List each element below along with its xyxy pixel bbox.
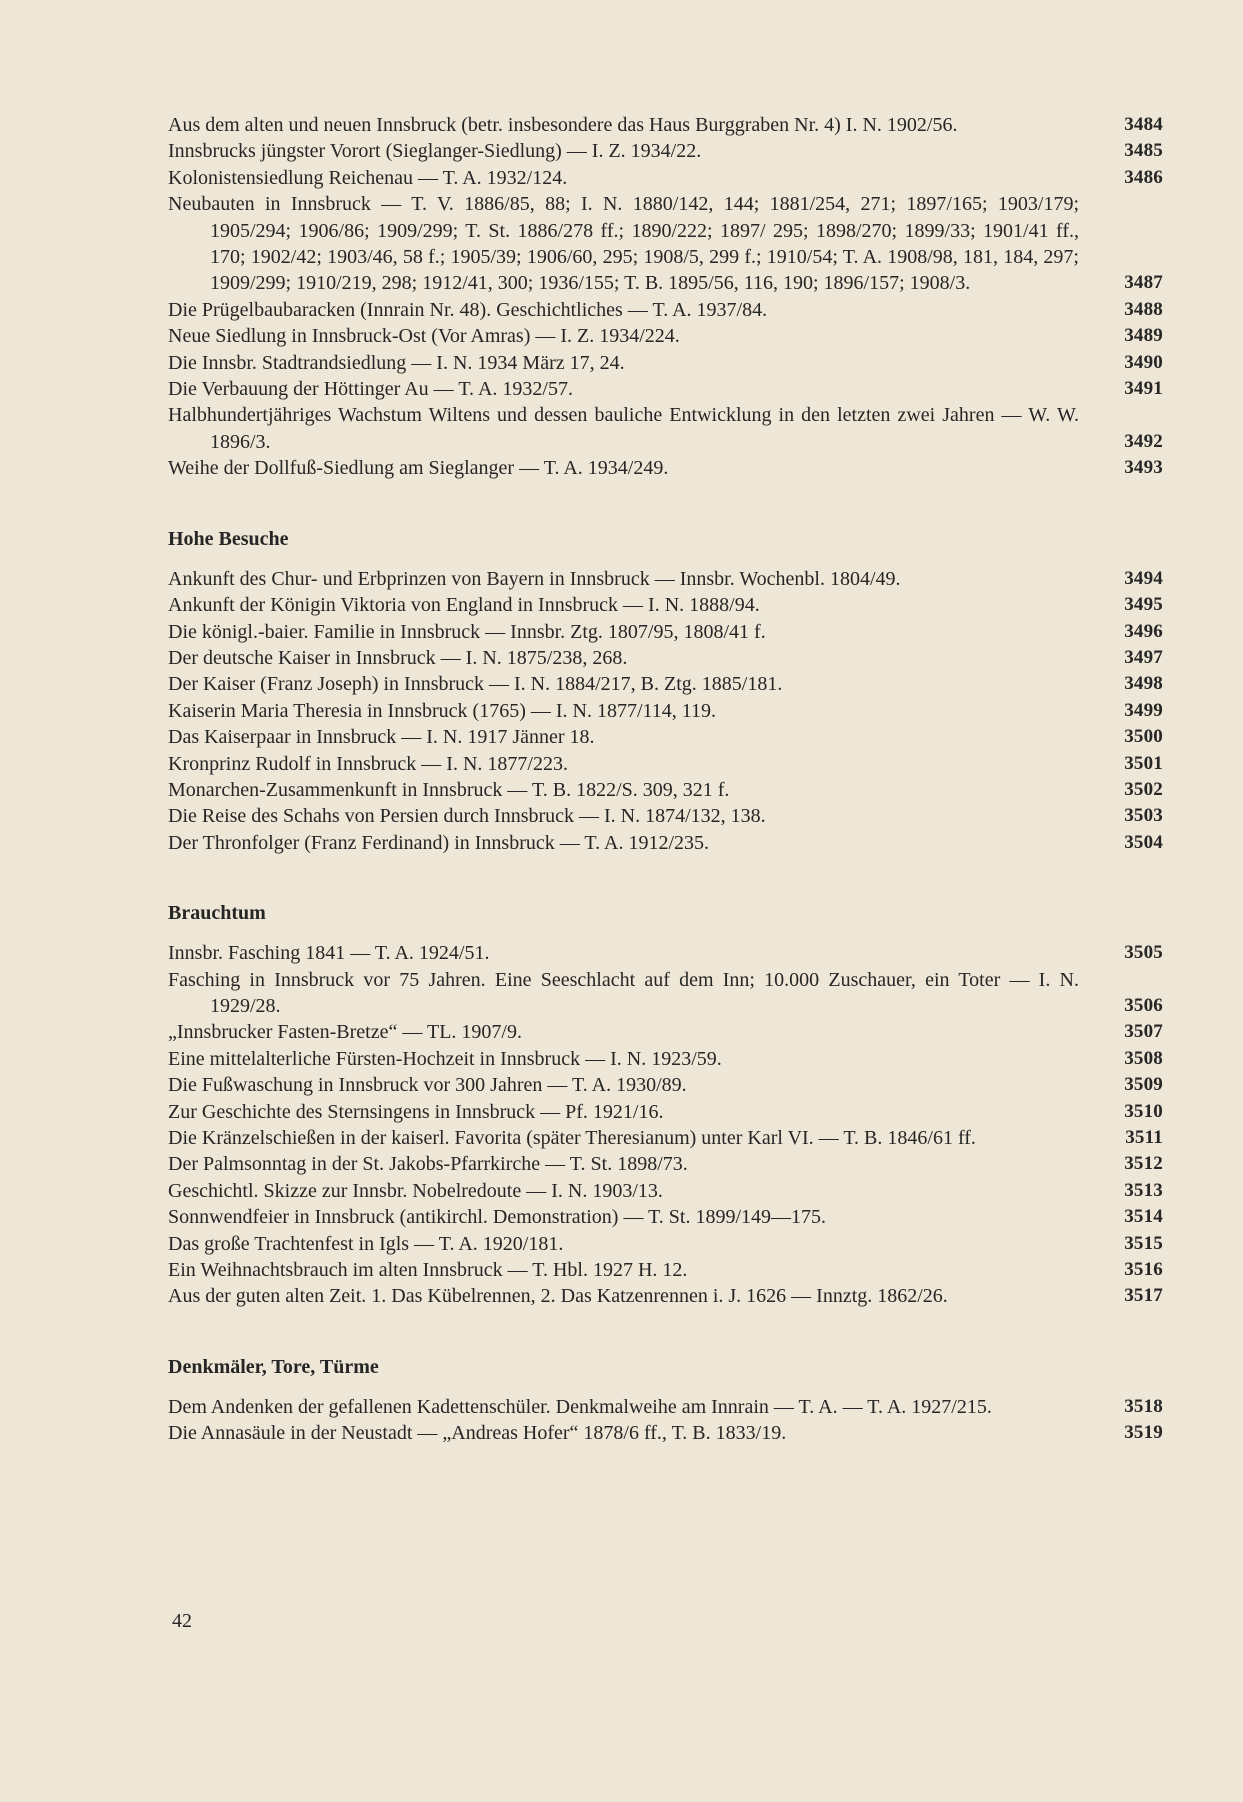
entry [168,1394,1163,1420]
entry-number: 3485 [1124,140,1163,162]
entry-number: 3511 [1125,1127,1163,1148]
entry-number: 3496 [1124,620,1163,642]
section-heading: Denkmäler, Tore, Türme [168,1355,379,1378]
entry-text: Die Innsbr. Stadtrandsiedlung — I. N. 1934 März 17, 24. [168,351,625,374]
entry [168,566,1163,592]
entry-number: 3498 [1124,673,1163,695]
entry-number: 3507 [1124,1021,1163,1043]
entry-number: 3508 [1124,1047,1163,1069]
entry [168,1019,1163,1045]
entry-number: 3509 [1124,1074,1163,1096]
entry-number: 3487 [1124,272,1163,294]
entry-text: Sonnwendfeier in Innsbruck (antikirchl. Demonstration) — T. St. 1899/149—175. [168,1206,827,1229]
entry [168,830,1163,856]
entry-text: Aus dem alten und neuen Innsbruck (betr. insbesondere das Haus Burggraben Nr. 4) I. N. 1902/56. [168,114,958,136]
entry-text: Eine mittelalterliche Fürsten-Hochzeit in Innsbruck — I. N. 1923/59. [168,1047,722,1070]
entry-text: Innsbr. Fasching 1841 — T. A. 1924/51. [168,942,490,965]
entry [168,1072,1163,1098]
entry-text: Neubauten in Innsbruck — T. V. 1886/85, 88; I. N. 1880/142, 144; 1881/254, 271; 1897/165; 1903/179; 1905/294; 1906/86; 1909/299; T. St. 1886/278 ff.; 1890/222; 1897/ 295; 1898/270; 1899/33; 1901/41 ff., 170; 1902/42; 1903/46, 58 f.; 1905/39; 1906/60, 295; 1908/5, 299 f.; 1910/54; T. A. 1908/98, 181, 184, 297; 1909/299; 1910/219, 298; 1912/41, 300; 1936/155; T. B. 1895/56, 116, 190; 1896/157; 1908/3. [168,193,1079,295]
section-hohe-besuche [168,526,1163,856]
entry [168,645,1163,671]
entry-number: 3488 [1124,298,1163,320]
entry-number: 3518 [1124,1395,1163,1417]
entry-number: 3493 [1124,457,1163,479]
entry [168,671,1163,697]
entry-number: 3513 [1124,1179,1163,1201]
entry [168,112,1163,138]
entry-number: 3490 [1124,351,1163,373]
entry-number: 3515 [1124,1232,1163,1254]
entry [168,1125,1163,1151]
entry [168,1151,1163,1177]
entry-number: 3491 [1124,378,1163,400]
entry-number: 3489 [1124,325,1163,347]
entry [168,138,1163,164]
entry-number: 3499 [1124,699,1163,721]
entry-number: 3503 [1124,805,1163,827]
entry-number: 3495 [1124,594,1163,616]
entry-number: 3514 [1124,1206,1163,1228]
section-brauchtum [168,900,1163,1310]
entry [168,350,1163,376]
entry-text: Die Annasäule in der Neustadt — „Andreas Hofer“ 1878/6 ff., T. B. 1833/19. [168,1422,787,1445]
entry [168,165,1163,191]
entry-text: Weihe der Dollfuß-Siedlung am Sieglanger — T. A. 1934/249. [168,457,669,480]
entry-text: Kronprinz Rudolf in Innsbruck — I. N. 1877/223. [168,752,568,775]
entry-text: Fasching in Innsbruck vor 75 Jahren. Eine Seeschlacht auf dem Inn; 10.000 Zuschauer, ein Toter — I. N. 1929/28. [168,968,1079,1017]
entry-text: Die Reise des Schahs von Persien durch Innsbruck — I. N. 1874/132, 138. [168,805,766,828]
entry-number: 3494 [1124,567,1163,589]
section-heading: Brauchtum [168,902,266,925]
entry-number: 3486 [1124,166,1163,188]
entry [168,1046,1163,1072]
entry-number: 3504 [1124,831,1163,853]
entry [168,1257,1163,1283]
section-heading: Hohe Besuche [168,527,289,550]
entry-text: Halbhundertjähriges Wachstum Wiltens und dessen bauliche Entwicklung in den letzten zwei Jahren — W. W. 1896/3. [168,404,1079,453]
entry-number: 3501 [1124,752,1163,774]
page-number: 42 [172,1610,192,1632]
entry-text: Das große Trachtenfest in Igls — T. A. 1920/181. [168,1232,564,1255]
entry-text: Der Kaiser (Franz Joseph) in Innsbruck — I. N. 1884/217, B. Ztg. 1885/181. [168,673,783,696]
entry [168,1178,1163,1204]
entry-number: 3505 [1124,942,1163,964]
entry [168,1420,1163,1446]
entry-text: Geschichtl. Skizze zur Innsbr. Nobelredoute — I. N. 1903/13. [168,1179,663,1202]
entry-text: „Innsbrucker Fasten-Bretze“ — TL. 1907/9. [168,1021,522,1044]
entry-text: Aus der guten alten Zeit. 1. Das Kübelrennen, 2. Das Katzenrennen i. J. 1626 — Innztg. 1862/26. [168,1285,948,1308]
entry-number: 3512 [1124,1153,1163,1175]
content [168,112,1163,1447]
section-innsbruck-bauten [168,112,1163,482]
entry [168,1099,1163,1125]
entry [168,455,1163,481]
entry [168,724,1163,750]
entry-text: Ein Weihnachtsbrauch im alten Innsbruck — T. Hbl. 1927 H. 12. [168,1259,688,1282]
entry-number: 3500 [1124,726,1163,748]
entry-number: 3497 [1124,646,1163,668]
entry [168,751,1163,777]
entry [168,297,1163,323]
entry-text: Die königl.-baier. Familie in Innsbruck — Innsbr. Ztg. 1807/95, 1808/41 f. [168,620,766,643]
entry-text: Ankunft der Königin Viktoria von England in Innsbruck — I. N. 1888/94. [168,594,760,617]
entry [168,967,1163,1020]
entry [168,777,1163,803]
section-denkmaeler [168,1354,1163,1447]
entry-number: 3516 [1124,1259,1163,1281]
entry [168,698,1163,724]
entry-text: Zur Geschichte des Sternsingens in Innsbruck — Pf. 1921/16. [168,1100,664,1123]
entry-text: Innsbrucks jüngster Vorort (Sieglanger-Siedlung) — I. Z. 1934/22. [168,140,702,163]
entry-text: Die Fußwaschung in Innsbruck vor 300 Jahren — T. A. 1930/89. [168,1074,687,1097]
entry-text: Der Thronfolger (Franz Ferdinand) in Innsbruck — T. A. 1912/235. [168,831,710,854]
entry [168,1204,1163,1230]
entry-number: 3510 [1124,1100,1163,1122]
entry-text: Das Kaiserpaar in Innsbruck — I. N. 1917 Jänner 18. [168,726,595,749]
entry [168,592,1163,618]
entry [168,940,1163,966]
entry [168,803,1163,829]
entry-text: Die Kränzelschießen in der kaiserl. Favorita (später Theresianum) unter Karl VI. — T. B. 1846/61 ff. [168,1127,976,1149]
entry-number: 3492 [1124,430,1163,452]
entry-number: 3519 [1124,1422,1163,1444]
entry-text: Neue Siedlung in Innsbruck-Ost (Vor Amras) — I. Z. 1934/224. [168,325,680,348]
entry-text: Dem Andenken der gefallenen Kadettenschüler. Denkmalweihe am Innrain — T. A. — T. A. 1927/215. [168,1395,992,1418]
entry-number: 3517 [1124,1285,1163,1307]
entry [168,1231,1163,1257]
entry-number: 3502 [1124,778,1163,800]
entry [168,1283,1163,1309]
entry [168,619,1163,645]
entry-text: Ankunft des Chur- und Erbprinzen von Bayern in Innsbruck — Innsbr. Wochenbl. 1804/49. [168,567,901,590]
entry-text: Der Palmsonntag in der St. Jakobs-Pfarrkirche — T. St. 1898/73. [168,1153,688,1176]
entry-text: Die Prügelbaubaracken (Innrain Nr. 48). Geschichtliches — T. A. 1937/84. [168,298,768,321]
entry-text: Kolonistensiedlung Reichenau — T. A. 1932/124. [168,166,568,189]
entry [168,323,1163,349]
entry-number: 3484 [1124,114,1163,135]
entry-number: 3506 [1124,994,1163,1016]
entry [168,402,1163,455]
entry [168,191,1163,297]
entry-text: Der deutsche Kaiser in Innsbruck — I. N. 1875/238, 268. [168,646,628,669]
entry-text: Die Verbauung der Höttinger Au — T. A. 1932/57. [168,378,573,401]
entry [168,376,1163,402]
entry-text: Monarchen-Zusammenkunft in Innsbruck — T. B. 1822/S. 309, 321 f. [168,778,730,801]
entry-text: Kaiserin Maria Theresia in Innsbruck (1765) — I. N. 1877/114, 119. [168,699,717,722]
